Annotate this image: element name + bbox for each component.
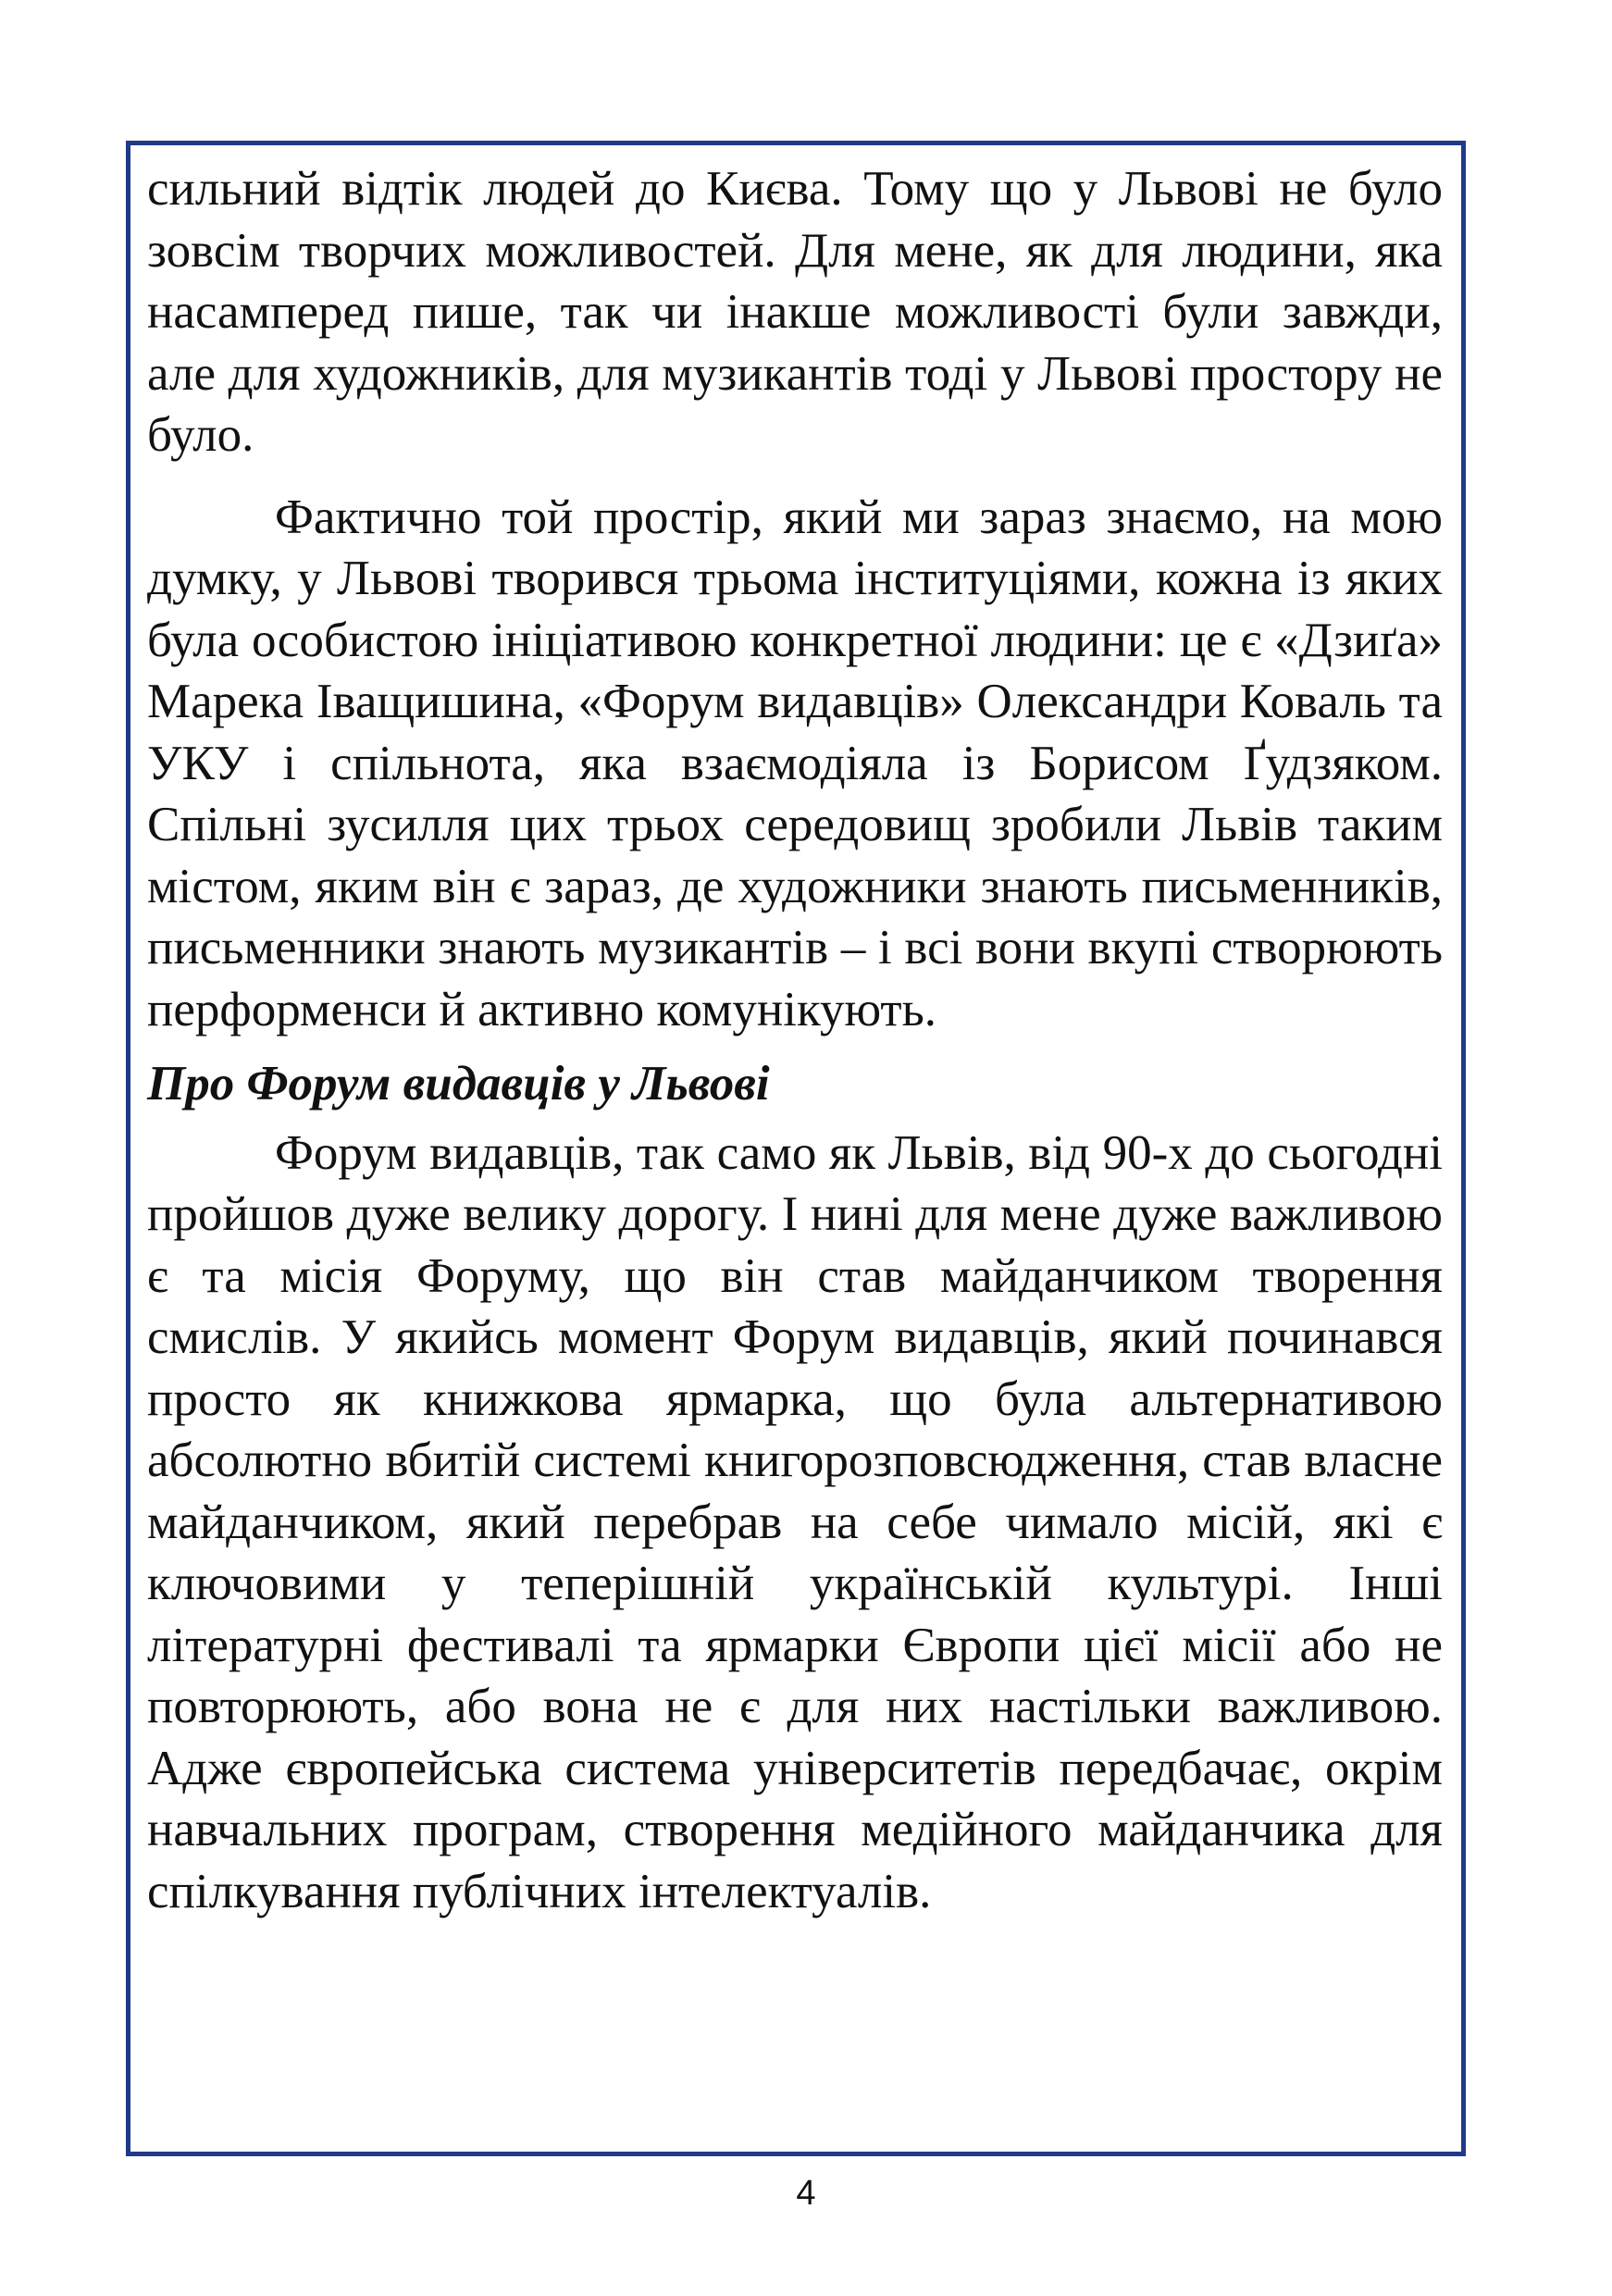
page-content — [147, 158, 1443, 1922]
body-paragraph-1: сильний відтік людей до Києва. Тому що у Львові не було зовсім творчих можливостей. Для мене, як для людини, яка насамперед пише, так чи інакше можливості були завжди, але для художників, для музикантів тоді у Львові простору не було. — [147, 162, 1443, 462]
section-paragraph: Форум видавців, так само як Львів, від 90-х до сьогодні пройшов дуже велику дорогу. І нині для мене дуже важливою є та місія Форуму, що він став майданчиком творення смислів. У якийсь момент Форум видавців, який починався просто як книжкова ярмарка, що була альтернативою абсолютно вбитій системі книгорозповсюдження, став власне майданчиком, який перебрав на себе чимало місій, які є ключовими у теперішній українській культурі. Інші літературні фестивалі та ярмарки Європи цієї місії або не повторюють, або вона не є для них настільки важливою. Адже європейська система університетів передбачає, окрім навчальних програм, створення медійного майданчика для спілкування публічних інтелектуалів. — [147, 1125, 1443, 1918]
page-number: 4 — [796, 2174, 816, 2213]
section-heading: Про Форум видавців у Львові — [147, 1057, 770, 1111]
body-paragraph-2: Фактично той простір, який ми зараз знаємо, на мою думку, у Львові творився трьома інституціями, кожна із яких була особистою ініціативою конкретної людини: це є «Дзиґа» Марека Іващишина, «Форум видавців» Олександри Коваль та УКУ і спільнота, яка взаємодіяла із Борисом Ґудзяком. Спільні зусилля цих трьох середовищ зробили Львів таким містом, яким він є зараз, де художники знають письменників, письменники знають музикантів – і всі вони вкупі створюють перформенси й активно комунікують. — [147, 490, 1443, 1036]
page-frame — [126, 141, 1466, 2156]
